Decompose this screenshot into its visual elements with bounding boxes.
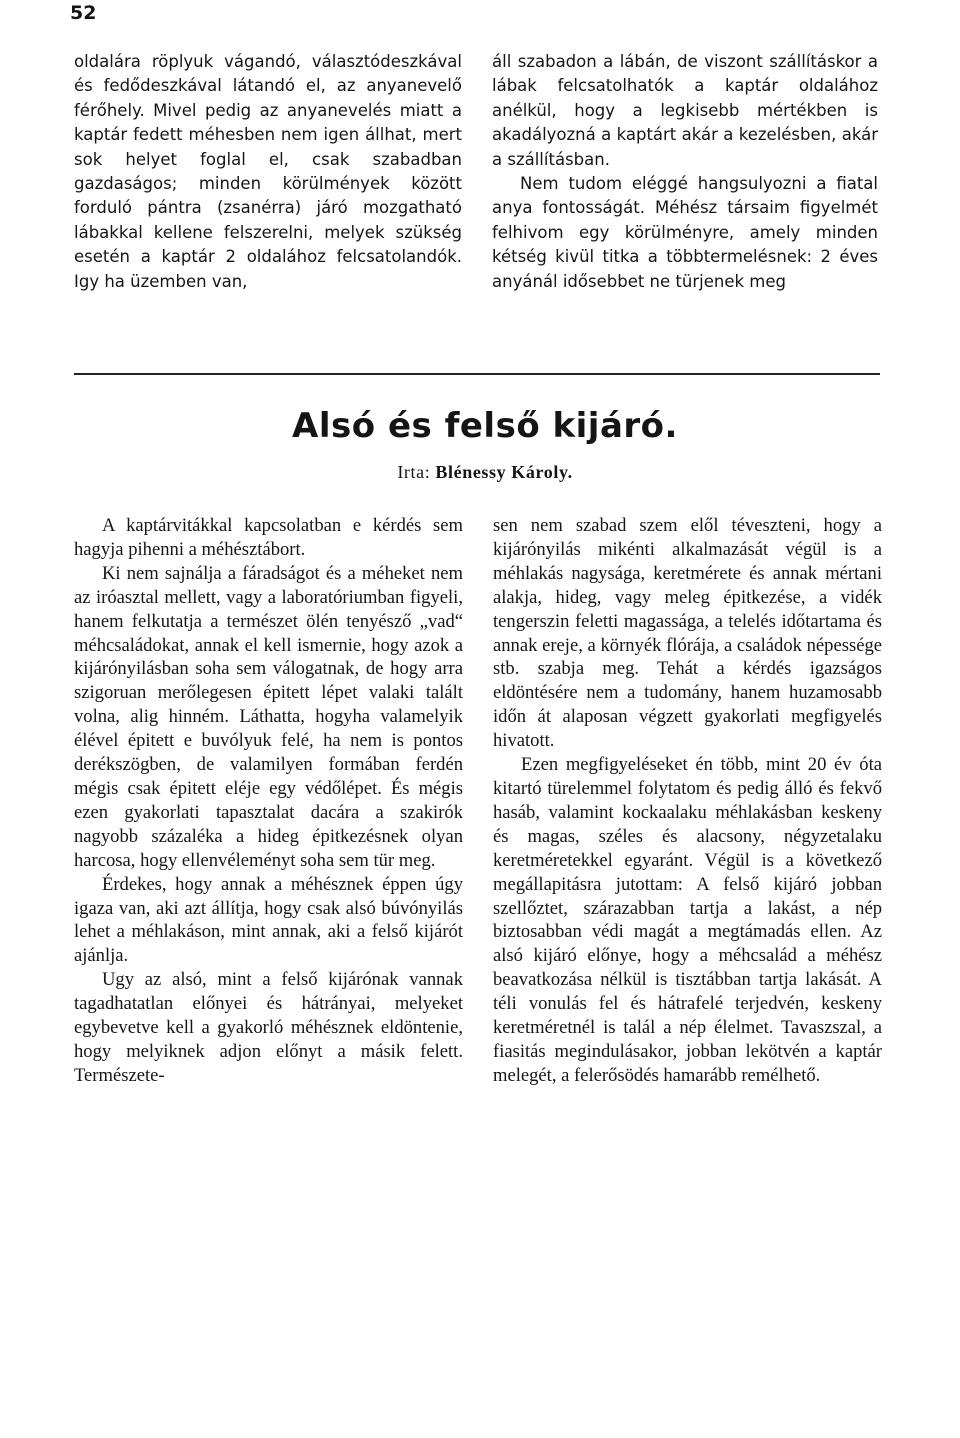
paragraph: Ugy az alsó, mint a felső kijárónak vannak tagadhatatlan előnyei és hátrányai, melyeket egybevetve kell a gyakorló méhésznek eldöntenie, hogy melyiknek adjon előnyt a másik felett. Természete- [74, 969, 463, 1086]
author-name: Blénessy Károly. [435, 462, 573, 482]
paragraph: Érdekes, hogy annak a méhésznek éppen úgy igaza van, aki azt állítja, hogy csak alsó búvónyilás lehet a méhlakáson, mint annak, aki a felső kijárót ajánlja. [74, 873, 463, 967]
paragraph: A kaptárvitákkal kapcsolatban e kérdés sem hagyja pihenni a méhésztábort. [74, 515, 463, 560]
article-right-column [493, 514, 882, 1088]
byline-prefix: Irta: [397, 462, 431, 482]
article-left-column [74, 514, 463, 1088]
top-left-column [74, 50, 462, 294]
paragraph: Nem tudom eléggé hangsulyozni a fiatal anya fontosságát. Méhész társaim figyelmét felhivom egy körülményre, amely minden kétség kivül titka a többtermelésnek: 2 éves anyánál idősebbet ne türjenek meg [492, 174, 878, 291]
paragraph: sen nem szabad szem elől téveszteni, hogy a kijárónyilás mikénti alkalmazását végül is a méhlakás nagysága, keretmérete és annak mértani alakja, hideg, vagy meleg épitkezése, a vidék tengerszin feletti magassága, a telelés időtartama és annak ereje, a környék flórája, a családok népessége stb. szabja meg. Tehát a kérdés igazságos eldöntésére nem a tudomány, hanem huzamosabb időn át alaposan végzett gyakorlati megfigyelés hivatott. [493, 515, 882, 752]
paragraph: áll szabadon a lábán, de viszont szállításkor a lábak felcsatolhatók a kaptár oldalához anélkül, hogy a legkisebb mértékben is akadályozná a kaptárt akár a kezelésben, akár a szállításban. [492, 52, 878, 169]
paragraph: Ezen megfigyeléseket én több, mint 20 év óta kitartó türelemmel folytatom és pedig álló és fekvő hasáb, valamint kockaalaku méhlakásban keskeny és magas, széles és alacsony, négyzetalaku keretméretekkel egyaránt. Végül is a következő megállapitásra jutottam: A felső kijáró jobban szellőztet, szárazabban tartja a lakást, a nép biztosabban védi magát a megtámadás ellen. Az alsó kijáró előnye, hogy a méhcsalád a méhész beavatkozása nélkül is tisztábban tartja lakását. A téli vonulás fel és hátrafelé terjedvén, keskeny keretméretnél is talál a nép élelmet. Tavaszszal, a fiasitás megindulásakor, jobban lekötvén a kaptár melegét, a felerősödés hamarább remélhető. [493, 754, 882, 1086]
paragraph: oldalára röplyuk vágandó, választódeszkával és fedődeszkával látandó el, az anyanevelő férőhely. Mivel pedig az anyanevelés miatt a kaptár fedett méhesben nem igen állhat, mert sok helyet foglal el, csak szabadban gazdaságos; minden körülmények között forduló pántra (zsanérra) járó mozgatható lábakkal kellene felszerelni, melyek szükség esetén a kaptár 2 oldalához felcsatolandók. Igy ha üzemben van, [74, 52, 462, 291]
top-right-column [492, 50, 878, 294]
section-divider [74, 373, 880, 375]
article-byline [0, 462, 960, 483]
article-title: Alsó és felső kijáró. [292, 406, 678, 446]
page-number: 52 [70, 2, 97, 24]
paragraph: Ki nem sajnálja a fáradságot és a méheket nem az iróasztal mellett, vagy a laboratóriumban figyeli, hanem felkutatja a természet ölén tenyésző „vad“ méhcsaládokat, annak el kell ismernie, hogy azok a kijárónyilásban soha sem válogatnak, de hogy arra szigoruan merőlegesen épitett lépet valaki talált volna, alig hinném. Láthatta, hogyha valamelyik élével épitett e buvólyuk felé, ha nem is pontos derékszögben, de valamilyen formában ferdén mégis csak épitett eléje egy védőlépet. És mégis ezen gyakorlati tapasztalat dacára a szakirók nagyobb százaléka a hideg épitkezésnek olyan harcosa, hogy ellenvéleményt soha sem tür meg. [74, 562, 463, 871]
